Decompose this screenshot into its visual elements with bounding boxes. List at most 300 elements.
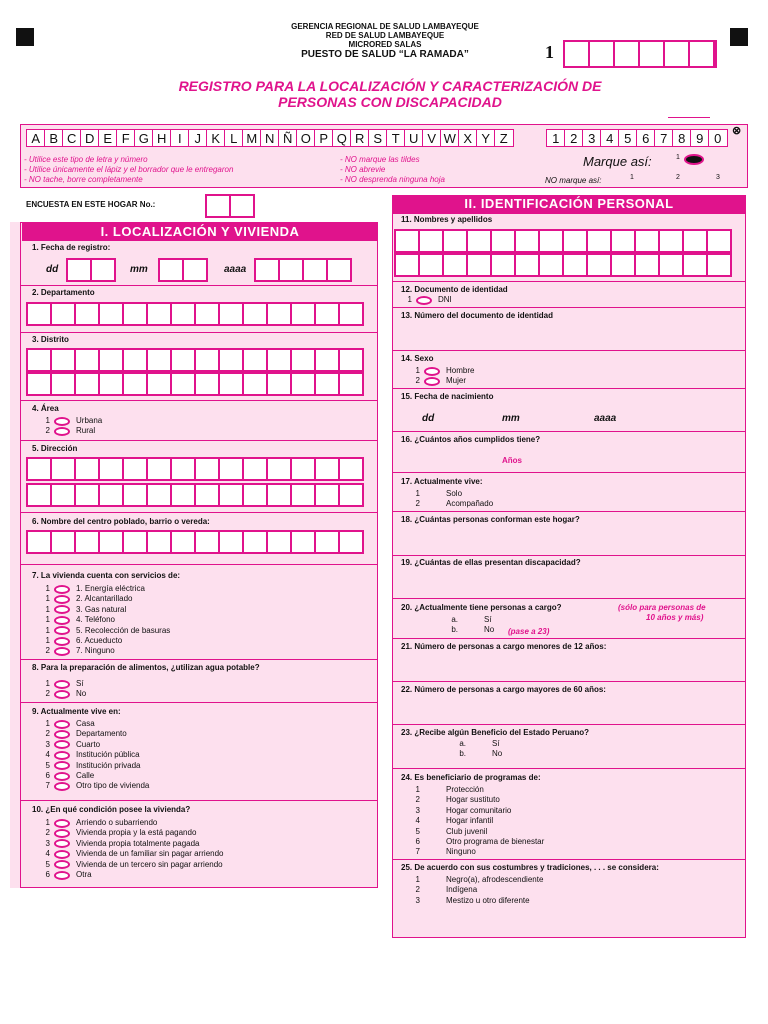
option-code: 1 <box>45 635 50 645</box>
option-row[interactable] <box>38 689 86 699</box>
input-box[interactable] <box>290 457 316 481</box>
option-code: 2 <box>415 376 420 386</box>
option-row[interactable] <box>38 740 149 750</box>
digit-sample: 3 <box>582 129 602 147</box>
option-row[interactable] <box>408 366 474 376</box>
input-box[interactable] <box>122 457 148 481</box>
input-box[interactable] <box>538 229 564 253</box>
option-row[interactable] <box>408 896 543 906</box>
input-box[interactable] <box>338 348 364 372</box>
digit-sample: 4 <box>600 129 620 147</box>
option-row[interactable] <box>38 860 224 870</box>
divider <box>20 285 378 286</box>
input-box[interactable] <box>146 530 172 554</box>
option-row[interactable] <box>38 750 149 760</box>
letter-sample: K <box>206 129 226 147</box>
input-box[interactable] <box>50 348 76 372</box>
divider <box>392 724 746 725</box>
option-row[interactable] <box>408 885 543 895</box>
option-row[interactable] <box>38 849 224 859</box>
q1-year-boxes[interactable] <box>254 258 352 282</box>
option-row[interactable] <box>408 847 544 857</box>
input-box[interactable] <box>466 229 492 253</box>
input-box[interactable] <box>26 457 52 481</box>
letter-sample: V <box>422 129 442 147</box>
option-row[interactable] <box>408 816 544 826</box>
option-row[interactable] <box>38 719 149 729</box>
input-box[interactable] <box>98 348 124 372</box>
input-box[interactable] <box>538 253 564 277</box>
letter-samples <box>26 129 514 147</box>
oval-bubble-icon[interactable] <box>424 377 440 386</box>
input-box[interactable] <box>490 229 516 253</box>
oval-bubble-icon[interactable] <box>54 427 70 436</box>
q4-label: 4. Área <box>32 404 59 413</box>
input-box[interactable] <box>562 253 588 277</box>
option-label: 3. Gas natural <box>76 604 127 614</box>
oval-bubble-icon[interactable] <box>54 595 70 604</box>
input-box[interactable] <box>394 229 420 253</box>
oval-bubble-icon[interactable] <box>54 647 70 656</box>
input-box[interactable] <box>170 372 196 396</box>
input-box[interactable] <box>98 372 124 396</box>
option-row[interactable] <box>454 739 502 749</box>
input-box[interactable] <box>290 530 316 554</box>
input-box[interactable] <box>122 348 148 372</box>
input-box[interactable] <box>314 348 340 372</box>
option-row[interactable] <box>408 785 544 795</box>
header-line-3: MICRORED SALAS <box>348 40 422 49</box>
option-code: 2 <box>45 689 50 699</box>
option-row[interactable] <box>38 771 149 781</box>
input-box[interactable] <box>218 372 244 396</box>
input-box[interactable] <box>290 348 316 372</box>
option-row[interactable] <box>408 376 474 386</box>
option-label: Urbana <box>76 416 103 425</box>
input-box[interactable] <box>418 229 444 253</box>
q12-options <box>400 295 452 305</box>
oval-bubble-icon[interactable] <box>54 417 70 426</box>
input-box[interactable] <box>26 372 52 396</box>
input-box[interactable] <box>146 348 172 372</box>
input-box[interactable] <box>242 530 268 554</box>
option-code: 4 <box>415 816 420 826</box>
option-row[interactable] <box>408 875 543 885</box>
option-code: 1 <box>407 295 412 304</box>
oval-bubble-icon[interactable] <box>54 860 70 869</box>
encuesta-label: ENCUESTA EN ESTE HOGAR No.: <box>26 200 156 209</box>
option-row[interactable] <box>38 615 170 625</box>
option-row[interactable] <box>408 499 493 509</box>
option-row[interactable] <box>446 625 494 635</box>
option-row[interactable] <box>38 679 86 689</box>
input-box[interactable] <box>242 457 268 481</box>
input-box[interactable] <box>170 348 196 372</box>
option-row[interactable] <box>408 806 544 816</box>
oval-bubble-icon[interactable] <box>424 367 440 376</box>
option-code: 5 <box>415 826 420 836</box>
input-box[interactable] <box>338 372 364 396</box>
oval-bubble-icon[interactable] <box>54 616 70 625</box>
input-box[interactable] <box>266 530 292 554</box>
digit-sample: 5 <box>618 129 638 147</box>
input-box[interactable] <box>146 372 172 396</box>
option-label: Mestizo u otro diferente <box>446 895 530 905</box>
option-code: 1 <box>45 818 50 827</box>
input-box[interactable] <box>442 229 468 253</box>
input-box[interactable] <box>242 348 268 372</box>
q12-label: 12. Documento de identidad <box>401 285 508 294</box>
option-row[interactable] <box>38 761 149 771</box>
letter-sample: C <box>62 129 82 147</box>
oval-bubble-icon[interactable] <box>54 730 70 739</box>
input-box[interactable] <box>194 372 220 396</box>
input-box[interactable] <box>98 530 124 554</box>
input-box[interactable] <box>170 483 196 507</box>
input-box[interactable] <box>242 372 268 396</box>
digit-sample: 8 <box>672 129 692 147</box>
input-box[interactable] <box>586 229 612 253</box>
input-box[interactable] <box>146 302 172 326</box>
q1-mm-label: mm <box>130 264 148 275</box>
q15-dd-label: dd <box>422 413 435 424</box>
divider <box>20 440 378 441</box>
input-box[interactable] <box>218 530 244 554</box>
oval-bubble-icon[interactable] <box>54 850 70 859</box>
input-box[interactable] <box>314 372 340 396</box>
input-box[interactable] <box>50 530 76 554</box>
oval-bubble-icon[interactable] <box>54 819 70 828</box>
form-number-boxes[interactable] <box>563 40 717 68</box>
option-code: 2 <box>45 646 50 656</box>
input-box[interactable] <box>514 253 540 277</box>
input-box[interactable] <box>442 253 468 277</box>
input-box[interactable] <box>50 302 76 326</box>
oval-bubble-icon[interactable] <box>54 761 70 770</box>
input-box[interactable] <box>50 372 76 396</box>
option-row[interactable] <box>446 615 494 625</box>
divider <box>392 472 746 473</box>
option-code: 1 <box>415 875 420 884</box>
input-box[interactable] <box>50 457 76 481</box>
q11-name-boxes-row-1[interactable] <box>394 229 732 253</box>
input-box[interactable] <box>610 253 636 277</box>
option-code: 3 <box>45 838 50 848</box>
input-box[interactable] <box>98 483 124 507</box>
letter-sample: G <box>134 129 154 147</box>
no-marque-label: NO marque así: <box>545 176 602 185</box>
option-code: 2 <box>45 828 50 838</box>
input-box[interactable] <box>74 372 100 396</box>
option-code: 2 <box>45 426 50 436</box>
header-line-2: RED DE SALUD LAMBAYEQUE <box>325 31 445 40</box>
option-row[interactable] <box>408 827 544 837</box>
input-box[interactable] <box>218 348 244 372</box>
input-box[interactable] <box>146 483 172 507</box>
q5-address-boxes-row-1[interactable] <box>26 457 364 481</box>
registration-mark-top-left <box>16 28 34 46</box>
input-box[interactable] <box>242 483 268 507</box>
oval-bubble-icon[interactable] <box>54 740 70 749</box>
section-1-left-stripe <box>10 222 20 888</box>
option-code: 1 <box>415 489 420 498</box>
q22-label: 22. Número de personas a cargo mayores de 60 años: <box>401 685 606 694</box>
oval-bubble-icon[interactable] <box>54 680 70 689</box>
digit-sample: 9 <box>690 129 710 147</box>
q2-department-boxes[interactable] <box>26 302 364 326</box>
marque-asi-label: Marque así: <box>583 154 652 169</box>
q6-locality-boxes[interactable] <box>26 530 364 554</box>
option-code: 1 <box>45 719 50 728</box>
option-label: Hombre <box>446 366 475 375</box>
divider <box>20 400 378 401</box>
input-box[interactable] <box>338 302 364 326</box>
input-box[interactable] <box>194 348 220 372</box>
oval-bubble-icon[interactable] <box>54 839 70 848</box>
q11-name-boxes-row-2[interactable] <box>394 253 732 277</box>
option-label: No <box>76 689 87 699</box>
option-row[interactable] <box>38 839 224 849</box>
no-marque-num-2: 2 <box>676 174 680 181</box>
letter-sample: Y <box>476 129 496 147</box>
input-box[interactable] <box>266 483 292 507</box>
input-box[interactable] <box>266 457 292 481</box>
option-row[interactable] <box>408 795 544 805</box>
option-code: 1 <box>45 594 50 604</box>
divider <box>392 511 746 512</box>
q1-day-boxes[interactable] <box>66 258 116 282</box>
option-row[interactable] <box>38 828 224 838</box>
divider <box>392 681 746 682</box>
input-box[interactable] <box>146 457 172 481</box>
input-box[interactable] <box>194 457 220 481</box>
oval-bubble-icon[interactable] <box>416 296 432 305</box>
oval-bubble-icon[interactable] <box>54 772 70 781</box>
input-box[interactable] <box>682 253 708 277</box>
input-box[interactable] <box>706 253 732 277</box>
input-box[interactable] <box>98 302 124 326</box>
letter-sample: I <box>170 129 190 147</box>
option-label: Hogar infantil <box>446 816 494 826</box>
input-box[interactable] <box>290 302 316 326</box>
input-box[interactable] <box>418 253 444 277</box>
input-box[interactable] <box>682 229 708 253</box>
q3-district-boxes-row-2[interactable] <box>26 372 364 396</box>
option-row[interactable] <box>38 636 170 646</box>
input-box[interactable] <box>242 302 268 326</box>
input-box[interactable] <box>610 229 636 253</box>
input-box[interactable] <box>26 348 52 372</box>
oval-bubble-icon[interactable] <box>54 690 70 699</box>
option-code: 1 <box>45 679 50 688</box>
letter-sample: Z <box>494 129 514 147</box>
option-label: Hogar comunitario <box>446 805 512 815</box>
letter-sample: R <box>350 129 370 147</box>
option-label: Sí <box>76 679 84 688</box>
input-box[interactable] <box>562 229 588 253</box>
input-box[interactable] <box>218 302 244 326</box>
q16-label: 16. ¿Cuántos años cumplidos tiene? <box>401 435 541 444</box>
input-box[interactable] <box>394 253 420 277</box>
option-label: Vivienda propia totalmente pagada <box>76 838 200 848</box>
oval-bubble-icon[interactable] <box>54 626 70 635</box>
q3-label: 3. Distrito <box>32 335 69 344</box>
input-box[interactable] <box>490 253 516 277</box>
input-box[interactable] <box>98 457 124 481</box>
input-box[interactable] <box>122 530 148 554</box>
divider <box>392 768 746 769</box>
divider <box>20 702 378 703</box>
option-label: Protección <box>446 785 484 794</box>
input-box[interactable] <box>658 253 684 277</box>
input-box[interactable] <box>122 483 148 507</box>
letter-sample: H <box>152 129 172 147</box>
option-code: b. <box>459 749 466 759</box>
option-label: DNI <box>438 295 452 304</box>
q5-address-boxes-row-2[interactable] <box>26 483 364 507</box>
option-row[interactable] <box>38 416 102 426</box>
marque-asi-number: 1 <box>676 154 680 161</box>
input-box[interactable] <box>74 348 100 372</box>
input-box[interactable] <box>586 253 612 277</box>
q7-label: 7. La vivienda cuenta con servicios de: <box>32 571 181 580</box>
input-box[interactable] <box>74 302 100 326</box>
input-box[interactable] <box>170 530 196 554</box>
divider <box>20 332 378 333</box>
input-box[interactable] <box>338 457 364 481</box>
option-row[interactable] <box>400 295 452 305</box>
oval-bubble-icon[interactable] <box>54 751 70 760</box>
option-row[interactable] <box>38 626 170 636</box>
input-box[interactable] <box>26 483 52 507</box>
option-code: 1 <box>415 785 420 794</box>
input-box[interactable] <box>658 229 684 253</box>
input-box[interactable] <box>314 302 340 326</box>
input-box[interactable] <box>706 229 732 253</box>
option-row[interactable] <box>38 646 170 656</box>
option-row[interactable] <box>454 749 502 759</box>
option-code: 2 <box>415 885 420 895</box>
option-code: 2 <box>415 795 420 805</box>
option-row[interactable] <box>38 426 102 436</box>
q3-district-boxes-row-1[interactable] <box>26 348 364 372</box>
input-box[interactable] <box>218 483 244 507</box>
input-box[interactable] <box>634 229 660 253</box>
q5-label: 5. Dirección <box>32 444 78 453</box>
input-box[interactable] <box>266 348 292 372</box>
divider <box>392 350 746 351</box>
digit-sample: 0 <box>708 129 728 147</box>
input-box[interactable] <box>514 229 540 253</box>
option-row[interactable] <box>38 729 149 739</box>
option-row[interactable] <box>38 818 224 828</box>
option-code: 6 <box>415 836 420 846</box>
input-box[interactable] <box>290 483 316 507</box>
input-box[interactable] <box>50 483 76 507</box>
input-box[interactable] <box>266 372 292 396</box>
option-label: Cuarto <box>76 739 101 749</box>
letter-sample: S <box>368 129 388 147</box>
title-underline <box>668 117 710 118</box>
input-box[interactable] <box>338 483 364 507</box>
input-box[interactable] <box>74 457 100 481</box>
input-box[interactable] <box>170 457 196 481</box>
option-code: 2 <box>415 499 420 509</box>
input-box[interactable] <box>218 457 244 481</box>
input-box[interactable] <box>74 530 100 554</box>
digit-sample: 7 <box>654 129 674 147</box>
q13-label: 13. Número del documento de identidad <box>401 311 554 320</box>
input-box[interactable] <box>26 530 52 554</box>
oval-bubble-icon[interactable] <box>54 720 70 729</box>
input-box[interactable] <box>314 530 340 554</box>
oval-bubble-icon[interactable] <box>54 829 70 838</box>
option-row[interactable] <box>408 489 493 499</box>
input-box[interactable] <box>74 483 100 507</box>
option-label: Rural <box>76 426 96 436</box>
input-box[interactable] <box>466 253 492 277</box>
input-box[interactable] <box>314 483 340 507</box>
oval-bubble-icon[interactable] <box>54 585 70 594</box>
option-row[interactable] <box>38 870 224 880</box>
option-label: Institución privada <box>76 760 141 770</box>
option-row[interactable] <box>38 781 149 791</box>
input-box[interactable] <box>314 457 340 481</box>
oval-bubble-icon[interactable] <box>54 605 70 614</box>
option-row[interactable] <box>38 605 170 615</box>
option-label: Acompañado <box>446 499 494 509</box>
q1-month-boxes[interactable] <box>158 258 208 282</box>
option-row[interactable] <box>38 594 170 604</box>
input-box[interactable] <box>338 530 364 554</box>
input-box[interactable] <box>122 372 148 396</box>
option-code: 1 <box>45 416 50 425</box>
input-box[interactable] <box>634 253 660 277</box>
option-label: 2. Alcantarillado <box>76 594 133 604</box>
header-line-4: PUESTO DE SALUD “LA RAMADA” <box>301 49 469 60</box>
input-box[interactable] <box>194 483 220 507</box>
encuesta-number-boxes[interactable] <box>205 194 255 218</box>
q15-mm-label: mm <box>502 413 520 424</box>
q18-label: 18. ¿Cuántas personas conforman este hogar? <box>401 515 580 524</box>
input-box[interactable] <box>194 530 220 554</box>
input-box[interactable] <box>194 302 220 326</box>
divider <box>20 659 378 660</box>
oval-bubble-icon[interactable] <box>54 782 70 791</box>
q24-label: 24. Es beneficiario de programas de: <box>401 773 541 782</box>
divider <box>20 800 378 801</box>
option-label: Mujer <box>446 376 467 386</box>
input-box[interactable] <box>26 302 52 326</box>
oval-bubble-icon[interactable] <box>54 637 70 646</box>
digit-sample: 6 <box>636 129 656 147</box>
option-row[interactable] <box>408 837 544 847</box>
input-box[interactable] <box>290 372 316 396</box>
option-row[interactable] <box>38 584 170 594</box>
option-label: No <box>484 625 495 635</box>
letter-sample: W <box>440 129 460 147</box>
q1-dd-label: dd <box>46 264 59 275</box>
q20-note-1: (sólo para personas de <box>618 603 706 612</box>
q6-label: 6. Nombre del centro poblado, barrio o vereda: <box>32 517 210 526</box>
q23-label: 23. ¿Recibe algún Beneficio del Estado Peruano? <box>401 728 590 737</box>
input-box[interactable] <box>122 302 148 326</box>
input-box[interactable] <box>266 302 292 326</box>
oval-bubble-icon[interactable] <box>54 871 70 880</box>
option-label: No <box>492 749 503 759</box>
input-box[interactable] <box>170 302 196 326</box>
option-label: Hogar sustituto <box>446 795 500 805</box>
